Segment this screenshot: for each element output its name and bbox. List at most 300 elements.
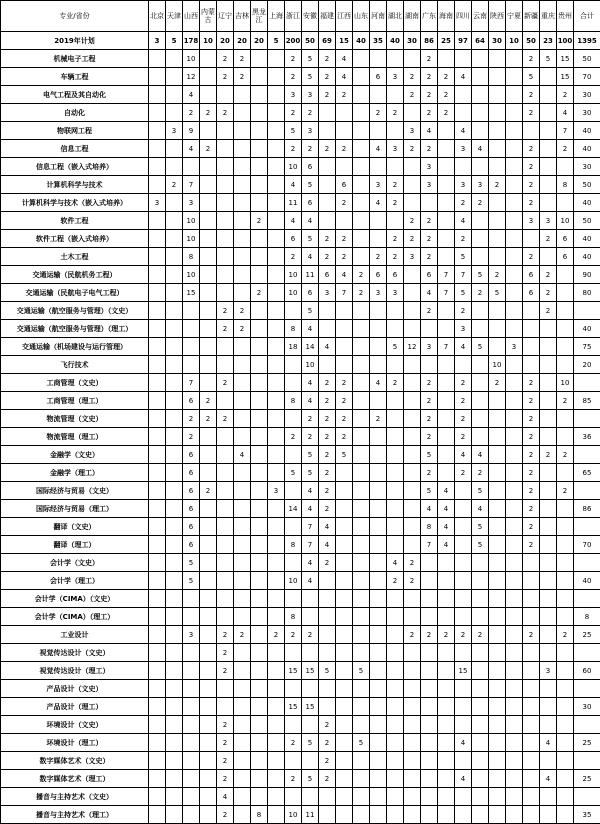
quota-cell: 2 bbox=[319, 752, 336, 770]
quota-cell: 7 bbox=[455, 266, 472, 284]
quota-cell: 3 bbox=[506, 338, 523, 356]
quota-cell: 2 bbox=[200, 104, 217, 122]
row-total-cell: 30 bbox=[574, 158, 600, 176]
quota-cell bbox=[268, 446, 285, 464]
row-total-cell: 36 bbox=[574, 428, 600, 446]
quota-cell: 15 bbox=[285, 698, 302, 716]
quota-cell bbox=[285, 374, 302, 392]
quota-cell: 3 bbox=[472, 176, 489, 194]
quota-cell bbox=[149, 554, 166, 572]
quota-cell bbox=[166, 104, 183, 122]
quota-cell bbox=[149, 806, 166, 824]
quota-cell bbox=[557, 518, 574, 536]
quota-cell bbox=[455, 536, 472, 554]
quota-cell bbox=[217, 608, 234, 626]
major-name: 交通运输（民航电子电气工程） bbox=[1, 284, 149, 302]
quota-cell: 8 bbox=[251, 806, 268, 824]
quota-cell: 4 bbox=[455, 212, 472, 230]
quota-cell: 2 bbox=[472, 464, 489, 482]
quota-cell bbox=[336, 572, 353, 590]
province-header: 海南 bbox=[438, 1, 455, 32]
quota-cell bbox=[438, 356, 455, 374]
quota-cell bbox=[523, 356, 540, 374]
quota-cell bbox=[489, 392, 506, 410]
quota-cell bbox=[540, 428, 557, 446]
quota-cell bbox=[149, 176, 166, 194]
plan-row bbox=[1, 32, 600, 50]
quota-cell bbox=[438, 392, 455, 410]
quota-cell: 4 bbox=[370, 194, 387, 212]
quota-cell bbox=[506, 392, 523, 410]
quota-cell bbox=[404, 770, 421, 788]
quota-cell bbox=[149, 752, 166, 770]
plan-cell: 64 bbox=[472, 32, 489, 50]
quota-cell: 3 bbox=[183, 194, 200, 212]
quota-cell bbox=[489, 50, 506, 68]
quota-cell: 2 bbox=[455, 374, 472, 392]
quota-cell: 2 bbox=[285, 734, 302, 752]
quota-cell: 6 bbox=[370, 68, 387, 86]
quota-cell bbox=[506, 806, 523, 824]
table-row bbox=[1, 626, 600, 644]
quota-cell bbox=[506, 140, 523, 158]
quota-cell bbox=[319, 590, 336, 608]
quota-cell: 4 bbox=[302, 572, 319, 590]
quota-cell bbox=[319, 302, 336, 320]
quota-cell: 2 bbox=[319, 374, 336, 392]
quota-cell bbox=[353, 446, 370, 464]
quota-cell bbox=[336, 554, 353, 572]
row-total-cell bbox=[574, 680, 600, 698]
quota-cell bbox=[166, 500, 183, 518]
quota-cell bbox=[149, 536, 166, 554]
quota-cell bbox=[387, 518, 404, 536]
quota-cell bbox=[336, 770, 353, 788]
quota-cell bbox=[438, 572, 455, 590]
quota-cell: 6 bbox=[302, 158, 319, 176]
quota-cell: 2 bbox=[217, 104, 234, 122]
quota-cell: 3 bbox=[302, 86, 319, 104]
quota-cell bbox=[200, 608, 217, 626]
quota-cell bbox=[268, 50, 285, 68]
quota-cell bbox=[489, 86, 506, 104]
quota-cell: 4 bbox=[438, 500, 455, 518]
quota-cell: 5 bbox=[183, 554, 200, 572]
quota-cell bbox=[523, 770, 540, 788]
plan-cell: 50 bbox=[302, 32, 319, 50]
quota-cell: 2 bbox=[523, 536, 540, 554]
quota-cell bbox=[557, 788, 574, 806]
quota-cell bbox=[200, 356, 217, 374]
quota-cell: 2 bbox=[336, 230, 353, 248]
quota-cell bbox=[387, 320, 404, 338]
quota-cell bbox=[217, 518, 234, 536]
quota-cell bbox=[251, 176, 268, 194]
quota-cell bbox=[251, 752, 268, 770]
quota-cell: 6 bbox=[285, 230, 302, 248]
quota-cell bbox=[438, 464, 455, 482]
quota-cell bbox=[370, 698, 387, 716]
quota-cell bbox=[472, 734, 489, 752]
quota-cell bbox=[438, 158, 455, 176]
quota-cell bbox=[353, 698, 370, 716]
quota-cell bbox=[149, 266, 166, 284]
quota-cell bbox=[285, 788, 302, 806]
quota-cell bbox=[370, 500, 387, 518]
table-row bbox=[1, 464, 600, 482]
quota-cell bbox=[268, 320, 285, 338]
quota-cell bbox=[506, 230, 523, 248]
quota-cell bbox=[166, 374, 183, 392]
quota-cell bbox=[234, 374, 251, 392]
quota-cell bbox=[489, 626, 506, 644]
quota-cell bbox=[557, 320, 574, 338]
quota-cell bbox=[370, 680, 387, 698]
row-total-cell: 85 bbox=[574, 392, 600, 410]
quota-cell bbox=[234, 230, 251, 248]
quota-cell: 2 bbox=[421, 140, 438, 158]
quota-cell bbox=[251, 410, 268, 428]
quota-cell: 2 bbox=[302, 410, 319, 428]
province-header: 安徽 bbox=[302, 1, 319, 32]
quota-cell bbox=[353, 716, 370, 734]
quota-cell bbox=[166, 302, 183, 320]
table-row bbox=[1, 644, 600, 662]
quota-cell bbox=[557, 608, 574, 626]
quota-cell: 2 bbox=[319, 230, 336, 248]
quota-cell bbox=[557, 464, 574, 482]
quota-cell bbox=[540, 680, 557, 698]
quota-cell bbox=[268, 212, 285, 230]
quota-cell bbox=[319, 644, 336, 662]
quota-cell bbox=[200, 752, 217, 770]
quota-cell bbox=[370, 608, 387, 626]
quota-cell bbox=[149, 302, 166, 320]
quota-cell bbox=[251, 86, 268, 104]
quota-cell bbox=[336, 788, 353, 806]
quota-cell bbox=[523, 752, 540, 770]
major-name: 交通运输（航空服务与管理）（理工） bbox=[1, 320, 149, 338]
quota-cell: 2 bbox=[421, 50, 438, 68]
quota-cell bbox=[370, 446, 387, 464]
quota-cell bbox=[268, 518, 285, 536]
quota-cell bbox=[438, 320, 455, 338]
quota-cell bbox=[489, 536, 506, 554]
quota-cell: 2 bbox=[200, 140, 217, 158]
row-total-cell bbox=[574, 482, 600, 500]
row-total-cell: 90 bbox=[574, 266, 600, 284]
quota-cell bbox=[540, 248, 557, 266]
quota-cell bbox=[268, 230, 285, 248]
quota-cell: 2 bbox=[234, 320, 251, 338]
quota-cell bbox=[455, 590, 472, 608]
quota-cell bbox=[540, 86, 557, 104]
quota-cell bbox=[370, 590, 387, 608]
quota-cell bbox=[404, 194, 421, 212]
major-name: 交通运输（机场建设与运行管理） bbox=[1, 338, 149, 356]
quota-cell bbox=[268, 122, 285, 140]
table-row bbox=[1, 176, 600, 194]
quota-cell bbox=[353, 428, 370, 446]
quota-cell: 4 bbox=[302, 374, 319, 392]
quota-cell: 14 bbox=[285, 500, 302, 518]
quota-cell bbox=[200, 734, 217, 752]
quota-cell bbox=[404, 356, 421, 374]
quota-cell bbox=[472, 770, 489, 788]
quota-cell bbox=[166, 446, 183, 464]
quota-cell: 2 bbox=[421, 212, 438, 230]
quota-cell bbox=[353, 230, 370, 248]
quota-cell: 7 bbox=[421, 536, 438, 554]
quota-cell: 2 bbox=[200, 482, 217, 500]
quota-cell bbox=[268, 464, 285, 482]
quota-cell bbox=[217, 176, 234, 194]
quota-cell: 6 bbox=[523, 266, 540, 284]
quota-cell: 3 bbox=[404, 122, 421, 140]
quota-cell bbox=[438, 554, 455, 572]
quota-cell bbox=[268, 662, 285, 680]
quota-cell bbox=[387, 716, 404, 734]
quota-cell bbox=[251, 140, 268, 158]
row-total-cell bbox=[574, 788, 600, 806]
quota-cell bbox=[557, 410, 574, 428]
quota-cell bbox=[370, 734, 387, 752]
quota-cell bbox=[472, 410, 489, 428]
quota-cell bbox=[336, 104, 353, 122]
quota-cell: 2 bbox=[319, 248, 336, 266]
quota-cell bbox=[438, 752, 455, 770]
quota-cell bbox=[472, 392, 489, 410]
quota-cell bbox=[268, 140, 285, 158]
quota-cell bbox=[472, 608, 489, 626]
quota-cell bbox=[489, 230, 506, 248]
quota-cell bbox=[200, 626, 217, 644]
quota-cell: 2 bbox=[319, 68, 336, 86]
major-name: 交通运输（民航机务工程） bbox=[1, 266, 149, 284]
quota-cell bbox=[404, 518, 421, 536]
quota-cell bbox=[387, 590, 404, 608]
quota-cell: 6 bbox=[183, 536, 200, 554]
quota-cell bbox=[166, 806, 183, 824]
quota-cell: 2 bbox=[234, 68, 251, 86]
quota-cell bbox=[234, 284, 251, 302]
quota-cell bbox=[166, 518, 183, 536]
quota-cell bbox=[506, 518, 523, 536]
table-row bbox=[1, 302, 600, 320]
major-name: 国际经济与贸易（文史） bbox=[1, 482, 149, 500]
quota-cell bbox=[523, 338, 540, 356]
quota-cell: 5 bbox=[336, 446, 353, 464]
quota-cell bbox=[387, 50, 404, 68]
quota-cell bbox=[540, 572, 557, 590]
table-body bbox=[1, 32, 600, 824]
quota-cell bbox=[557, 734, 574, 752]
quota-cell: 10 bbox=[183, 230, 200, 248]
quota-cell: 4 bbox=[285, 176, 302, 194]
quota-cell: 2 bbox=[540, 230, 557, 248]
quota-cell bbox=[387, 662, 404, 680]
quota-cell bbox=[353, 50, 370, 68]
quota-cell: 5 bbox=[319, 662, 336, 680]
quota-cell: 2 bbox=[183, 104, 200, 122]
quota-cell bbox=[387, 644, 404, 662]
major-name: 环境设计（文史） bbox=[1, 716, 149, 734]
quota-cell bbox=[200, 284, 217, 302]
quota-cell bbox=[540, 194, 557, 212]
quota-cell bbox=[302, 590, 319, 608]
quota-cell bbox=[489, 320, 506, 338]
quota-cell bbox=[404, 644, 421, 662]
table-row bbox=[1, 50, 600, 68]
plan-cell: 3 bbox=[149, 32, 166, 50]
quota-cell: 2 bbox=[455, 464, 472, 482]
quota-cell bbox=[166, 320, 183, 338]
quota-cell bbox=[353, 356, 370, 374]
quota-cell bbox=[489, 608, 506, 626]
row-total-cell: 65 bbox=[574, 464, 600, 482]
quota-cell bbox=[557, 752, 574, 770]
quota-cell: 2 bbox=[404, 230, 421, 248]
quota-cell bbox=[319, 356, 336, 374]
quota-cell: 2 bbox=[523, 446, 540, 464]
quota-cell: 2 bbox=[523, 50, 540, 68]
quota-cell bbox=[285, 410, 302, 428]
quota-cell bbox=[251, 680, 268, 698]
quota-cell bbox=[268, 428, 285, 446]
quota-cell: 6 bbox=[302, 284, 319, 302]
quota-cell bbox=[319, 122, 336, 140]
quota-cell: 8 bbox=[285, 536, 302, 554]
quota-cell bbox=[251, 104, 268, 122]
quota-cell bbox=[557, 266, 574, 284]
quota-cell: 3 bbox=[285, 86, 302, 104]
quota-cell: 12 bbox=[183, 68, 200, 86]
total-header: 合计 bbox=[574, 1, 600, 32]
quota-cell: 2 bbox=[251, 212, 268, 230]
quota-cell: 5 bbox=[302, 770, 319, 788]
quota-cell bbox=[336, 158, 353, 176]
quota-cell bbox=[183, 698, 200, 716]
quota-cell bbox=[472, 572, 489, 590]
quota-cell: 4 bbox=[421, 284, 438, 302]
table-row bbox=[1, 680, 600, 698]
quota-cell bbox=[217, 284, 234, 302]
quota-cell bbox=[183, 608, 200, 626]
quota-cell bbox=[234, 500, 251, 518]
quota-cell bbox=[472, 680, 489, 698]
plan-cell: 100 bbox=[557, 32, 574, 50]
quota-cell bbox=[472, 356, 489, 374]
quota-cell: 3 bbox=[387, 284, 404, 302]
quota-cell: 3 bbox=[302, 122, 319, 140]
quota-cell bbox=[149, 608, 166, 626]
quota-cell bbox=[421, 572, 438, 590]
quota-cell bbox=[285, 590, 302, 608]
quota-cell bbox=[200, 266, 217, 284]
quota-cell: 4 bbox=[302, 248, 319, 266]
quota-cell bbox=[336, 320, 353, 338]
quota-cell: 2 bbox=[404, 572, 421, 590]
quota-cell: 5 bbox=[302, 464, 319, 482]
quota-cell bbox=[166, 788, 183, 806]
quota-cell bbox=[336, 644, 353, 662]
quota-cell bbox=[387, 302, 404, 320]
quota-cell bbox=[557, 590, 574, 608]
quota-cell: 2 bbox=[319, 392, 336, 410]
quota-cell bbox=[166, 752, 183, 770]
quota-cell: 5 bbox=[302, 68, 319, 86]
quota-cell: 2 bbox=[217, 770, 234, 788]
plan-cell: 97 bbox=[455, 32, 472, 50]
table-row bbox=[1, 266, 600, 284]
quota-cell bbox=[268, 266, 285, 284]
quota-cell bbox=[387, 788, 404, 806]
major-name: 信息工程 bbox=[1, 140, 149, 158]
table-row bbox=[1, 446, 600, 464]
quota-cell: 6 bbox=[421, 266, 438, 284]
quota-cell bbox=[268, 788, 285, 806]
quota-cell: 7 bbox=[438, 284, 455, 302]
quota-cell bbox=[472, 662, 489, 680]
quota-cell bbox=[166, 662, 183, 680]
major-name: 交通运输（航空服务与管理）（文史） bbox=[1, 302, 149, 320]
quota-cell: 10 bbox=[489, 356, 506, 374]
quota-cell bbox=[268, 194, 285, 212]
quota-cell bbox=[200, 338, 217, 356]
quota-cell bbox=[421, 770, 438, 788]
quota-cell bbox=[506, 680, 523, 698]
major-name: 土木工程 bbox=[1, 248, 149, 266]
table-row bbox=[1, 698, 600, 716]
quota-cell: 10 bbox=[285, 806, 302, 824]
quota-cell bbox=[540, 356, 557, 374]
major-name: 数字媒体艺术（理工） bbox=[1, 770, 149, 788]
quota-cell bbox=[489, 446, 506, 464]
quota-cell: 2 bbox=[234, 302, 251, 320]
quota-cell bbox=[506, 194, 523, 212]
quota-cell bbox=[387, 212, 404, 230]
table-row bbox=[1, 338, 600, 356]
quota-cell bbox=[319, 608, 336, 626]
quota-cell bbox=[370, 50, 387, 68]
quota-cell bbox=[370, 806, 387, 824]
quota-cell bbox=[421, 644, 438, 662]
row-total-cell bbox=[574, 446, 600, 464]
quota-cell: 2 bbox=[455, 428, 472, 446]
table-row bbox=[1, 68, 600, 86]
quota-cell bbox=[200, 464, 217, 482]
table-row bbox=[1, 482, 600, 500]
quota-cell bbox=[506, 302, 523, 320]
quota-cell bbox=[183, 302, 200, 320]
quota-cell bbox=[268, 392, 285, 410]
quota-cell bbox=[200, 428, 217, 446]
quota-cell: 5 bbox=[472, 338, 489, 356]
quota-cell bbox=[166, 536, 183, 554]
quota-cell bbox=[370, 86, 387, 104]
quota-cell: 2 bbox=[421, 86, 438, 104]
quota-cell: 6 bbox=[387, 266, 404, 284]
quota-cell bbox=[404, 608, 421, 626]
quota-cell: 4 bbox=[183, 86, 200, 104]
table-row bbox=[1, 428, 600, 446]
quota-cell bbox=[285, 644, 302, 662]
quota-cell: 2 bbox=[251, 284, 268, 302]
quota-cell bbox=[217, 554, 234, 572]
quota-cell bbox=[183, 716, 200, 734]
quota-cell: 2 bbox=[421, 626, 438, 644]
quota-cell bbox=[200, 806, 217, 824]
